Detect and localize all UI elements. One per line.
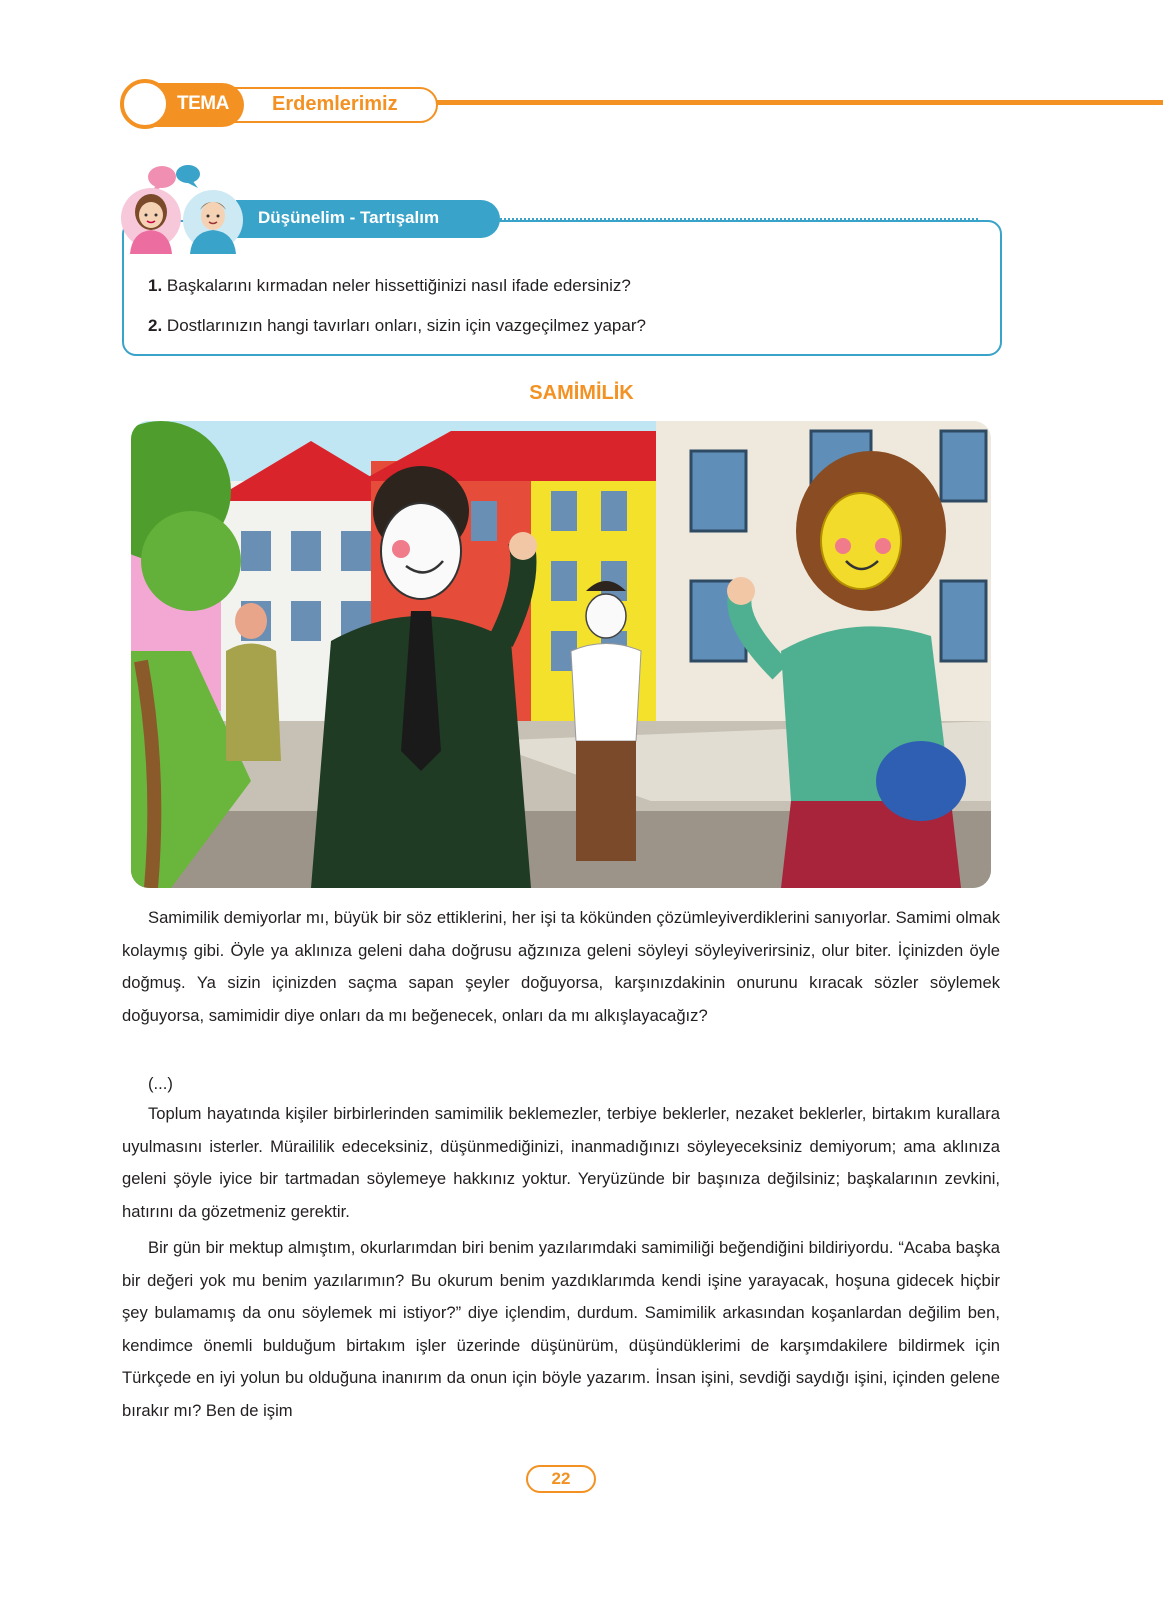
theme-word: TEMA (177, 93, 229, 114)
paragraph-3 (122, 1232, 1000, 1427)
girl-avatar-icon (120, 182, 182, 254)
paragraph-2 (122, 1098, 1000, 1228)
section-title: SAMİMİLİK (529, 382, 634, 404)
question-text: Başkalarını kırmadan neler hissettiğinizi nasıl ifade edersiniz? (166, 276, 631, 295)
boy-avatar-icon (182, 186, 244, 254)
discussion-dotted-rule (500, 218, 978, 220)
question-number: 2. (148, 316, 163, 335)
street-scene-illustration (131, 421, 991, 888)
paragraph-text: Samimilik demiyorlar mı, büyük bir söz ettiklerini, her işi ta kökünden çözümleyiverdiklerini sanıyorlar. Samimi olmak kolaymış gibi. Öyle ya aklınıza geleni daha doğrusu ağzınıza geleni söyleyi söyleyiverirsiniz, olur biter. İçinizden öyle doğmuş. Ya sizin içinizden saçma sapan şeyler doğuyorsa, karşınızdakinin onurunu kıracak sözler söylemek doğuyorsa, samimidir diye onları da mı beğenecek, onları da mı alkışlayacağız? (122, 908, 1000, 1025)
discussion-question (148, 276, 631, 296)
question-number: 1. (148, 276, 163, 295)
paragraph-text: Toplum hayatında kişiler birbirlerinden samimilik beklemezler, terbiye beklerler, nezaket beklerler, birtakım kurallara uyulmasını isterler. Müraililik edeceksiniz, düşünmediğinizi, inanmadığınızı söyleyeceksiniz demiyorum; ama aklınıza geleni şöyle iyice bir tartmadan söylemeye hakkınız yoktur. Yeryüzünde bir başınıza değilsiniz; başkalarının zevkini, hatırını da gözetmeniz gerektir. (122, 1104, 1000, 1221)
page-number: 22 (526, 1465, 596, 1493)
discussion-label: Düşünelim - Tartışalım (258, 208, 440, 227)
blue-handbag (876, 741, 966, 821)
header-rule (430, 100, 1163, 105)
ellipsis: (...) (148, 1074, 173, 1093)
question-text: Dostlarınızın hangi tavırları onları, sizin için vazgeçilmez yapar? (166, 316, 646, 335)
paragraph-1 (122, 902, 1000, 1032)
theme-number: 1. (142, 89, 163, 116)
theme-title: Erdemlerimiz (272, 93, 398, 115)
paragraph-text: Bir gün bir mektup almıştım, okurlarımdan biri benim yazılarımdaki samimiliği beğendiğini bildiriyordu. “Acaba başka bir değeri yok mu benim yazılarımın? Bu okurum benim yazdıklarımda kendi işine yarayacak, hoşuna gidecek hiçbir şey bulamamış da onu söylemek mi istiyor?” diye içlendim, durdum. Samimilik arkasından koşanlardan değilim ben, kendimce önemli bulduğum birtakım işler üzerinde düşünürüm, düşündüklerimi de karşımdakilere bildirmek için Türkçede en iyi yolun bu olduğuna inanırım da onun için böyle yazarım. İnsan işini, sevdiği saydığı işini, içinden gelene bırakır mı? Ben de işim (122, 1238, 1000, 1420)
discussion-question (148, 316, 646, 336)
